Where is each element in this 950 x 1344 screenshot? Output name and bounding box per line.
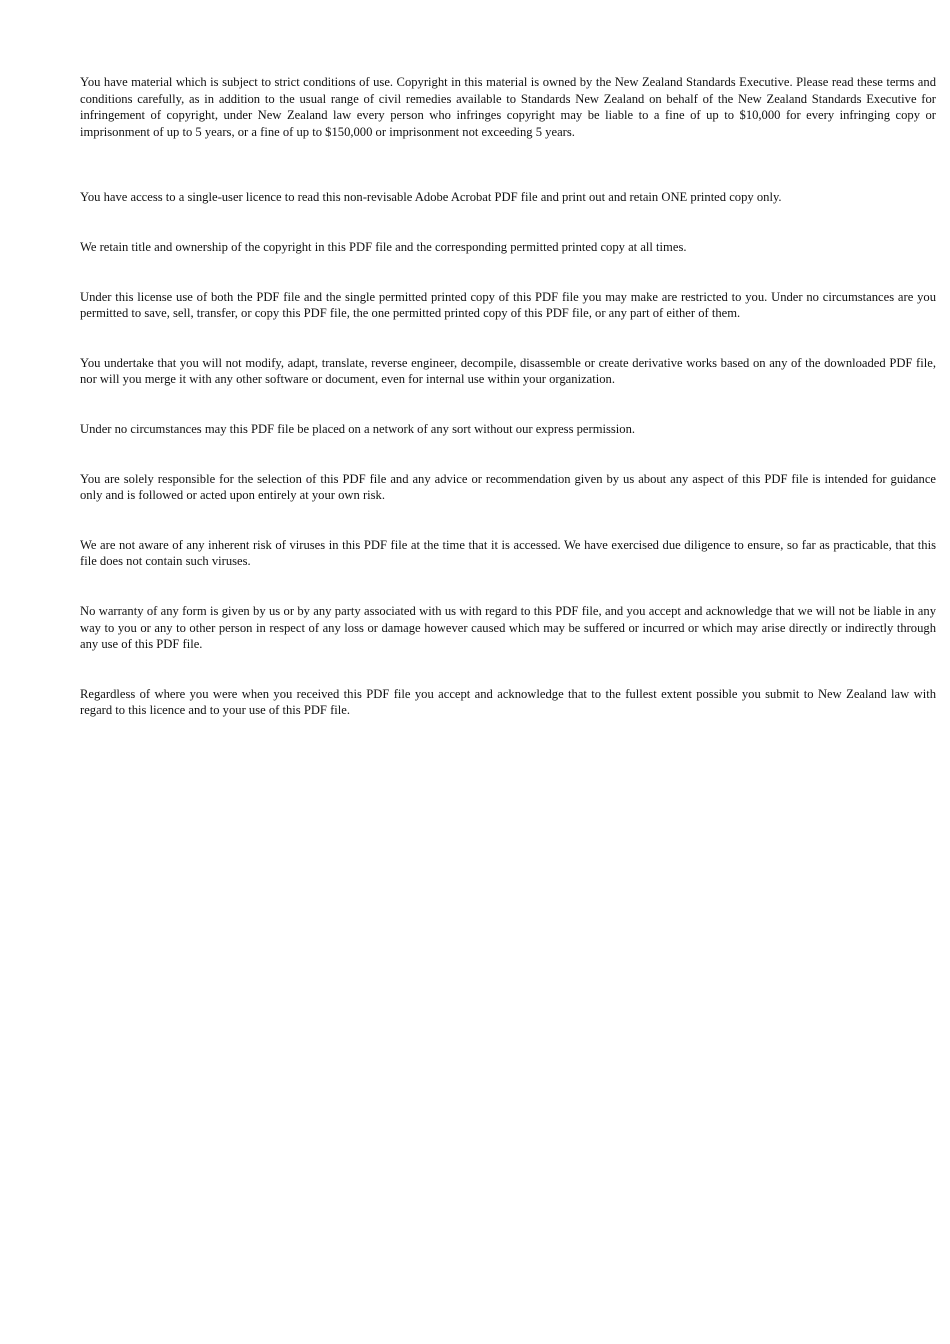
- no-network-paragraph: Under no circumstances may this PDF file be placed on a network of any sort without our express permission.: [80, 421, 636, 436]
- title-ownership-paragraph: We retain title and ownership of the copyright in this PDF file and the corresponding permitted printed copy at all times.: [80, 239, 687, 254]
- virus-notice-paragraph: We are not aware of any inherent risk of viruses in this PDF file at the time that it is accessed. We have exercised due diligence to ensure, so far as practicable, that this file does not contain such viruses.: [80, 537, 936, 569]
- single-user-licence-paragraph: You have access to a single-user licence to read this non-revisable Adobe Acrobat PDF file and print out and retain ONE printed copy only.: [80, 190, 782, 205]
- licence-terms-document: [80, 74, 936, 719]
- no-warranty-paragraph: No warranty of any form is given by us or by any party associated with us with regard to this PDF file, and you accept and acknowledge that we will not be liable in any way to you or any to other person in respect of any loss or damage however caused which may be suffered or incurred or which may arise directly or indirectly through any use of this PDF file.: [80, 603, 936, 652]
- governing-law-paragraph: Regardless of where you were when you received this PDF file you accept and acknowledge that to the fullest extent possible you submit to New Zealand law with regard to this licence and to your use of this PDF file.: [80, 686, 936, 718]
- use-restrictions-paragraph: Under this license use of both the PDF file and the single permitted printed copy of this PDF file you may make are restricted to you. Under no circumstances are you permitted to save, sell, transfer, or copy this PDF file, the one permitted printed copy of this PDF file, or any part of either of them.: [80, 289, 936, 321]
- responsibility-paragraph: You are solely responsible for the selection of this PDF file and any advice or recommendation given by us about any aspect of this PDF file is intended for guidance only and is followed or acted upon entirely at your own risk.: [80, 471, 936, 503]
- copyright-notice-paragraph: You have material which is subject to strict conditions of use. Copyright in this material is owned by the New Zealand Standards Executive. Please read these terms and conditions carefully, as in addition to the usual range of civil remedies available to Standards New Zealand on behalf of the New Zealand Standards Executive for infringement of copyright, under New Zealand law every person who infringes copyright may be liable to a fine of up to $10,000 for every infringing copy or imprisonment of up to 5 years, or a fine of up to $150,000 or imprisonment not exceeding 5 years.: [80, 75, 936, 139]
- no-modification-paragraph: You undertake that you will not modify, adapt, translate, reverse engineer, decompile, disassemble or create derivative works based on any of the downloaded PDF file, nor will you merge it with any other software or document, even for internal use within your organization.: [80, 355, 936, 387]
